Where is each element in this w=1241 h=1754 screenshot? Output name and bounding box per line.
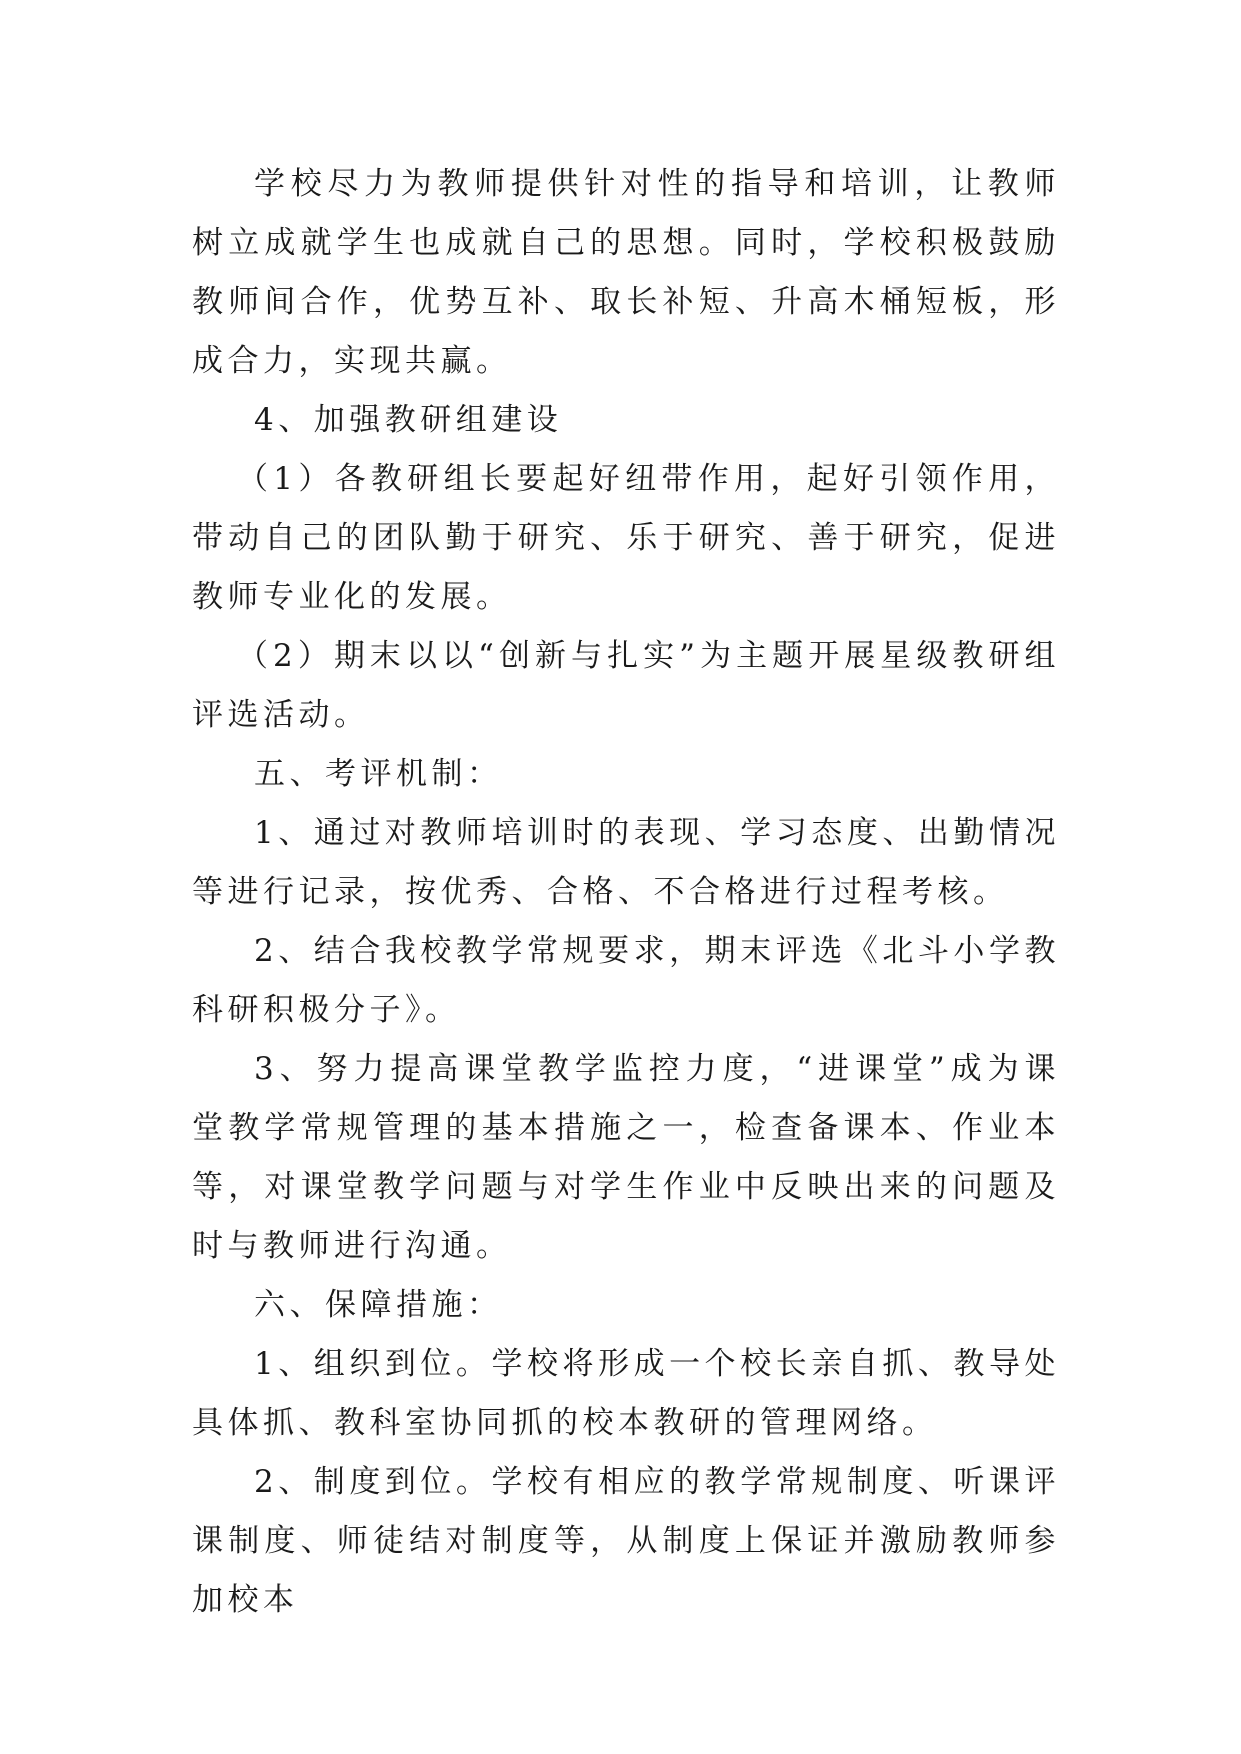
document-body (192, 155, 1060, 1630)
paragraph-evaluation-3: 3、努力提高课堂教学监控力度，“进课堂”成为课堂教学常规管理的基本措施之一，检查备课本、作业本等，对课堂教学问题与对学生作业中反映出来的问题及时与教师进行沟通。 (192, 1051, 1060, 1264)
paragraph-teacher-training: 学校尽力为教师提供针对性的指导和培训，让教师树立成就学生也成就自己的思想。同时，学校积极鼓励教师间合作，优势互补、取长补短、升高木桶短板，形成合力，实现共赢。 (192, 166, 1060, 379)
paragraph-safeguard-1: 1、组织到位。学校将形成一个校长亲自抓、教导处具体抓、教科室协同抓的校本教研的管理网络。 (192, 1346, 1060, 1441)
paragraph-safeguard-2: 2、制度到位。学校有相应的教学常规制度、听课评课制度、师徒结对制度等，从制度上保证并激励教师参加校本 (192, 1464, 1060, 1618)
paragraph-heading-research-group: 4、加强教研组建设 (254, 402, 563, 438)
paragraph-group-leader-role: （1）各教研组长要起好纽带作用，起好引领作用，带动自己的团队勤于研究、乐于研究、善于研究，促进教师专业化的发展。 (192, 461, 1060, 615)
paragraph-evaluation-2: 2、结合我校教学常规要求，期末评选《北斗小学教科研积极分子》。 (192, 933, 1060, 1028)
paragraph-star-group-selection: （2）期末以以“创新与扎实”为主题开展星级教研组评选活动。 (192, 638, 1060, 733)
paragraph-heading-safeguards: 六、保障措施： (254, 1287, 503, 1323)
paragraph-heading-evaluation: 五、考评机制： (254, 756, 503, 792)
paragraph-evaluation-1: 1、通过对教师培训时的表现、学习态度、出勤情况等进行记录，按优秀、合格、不合格进行过程考核。 (192, 815, 1060, 910)
